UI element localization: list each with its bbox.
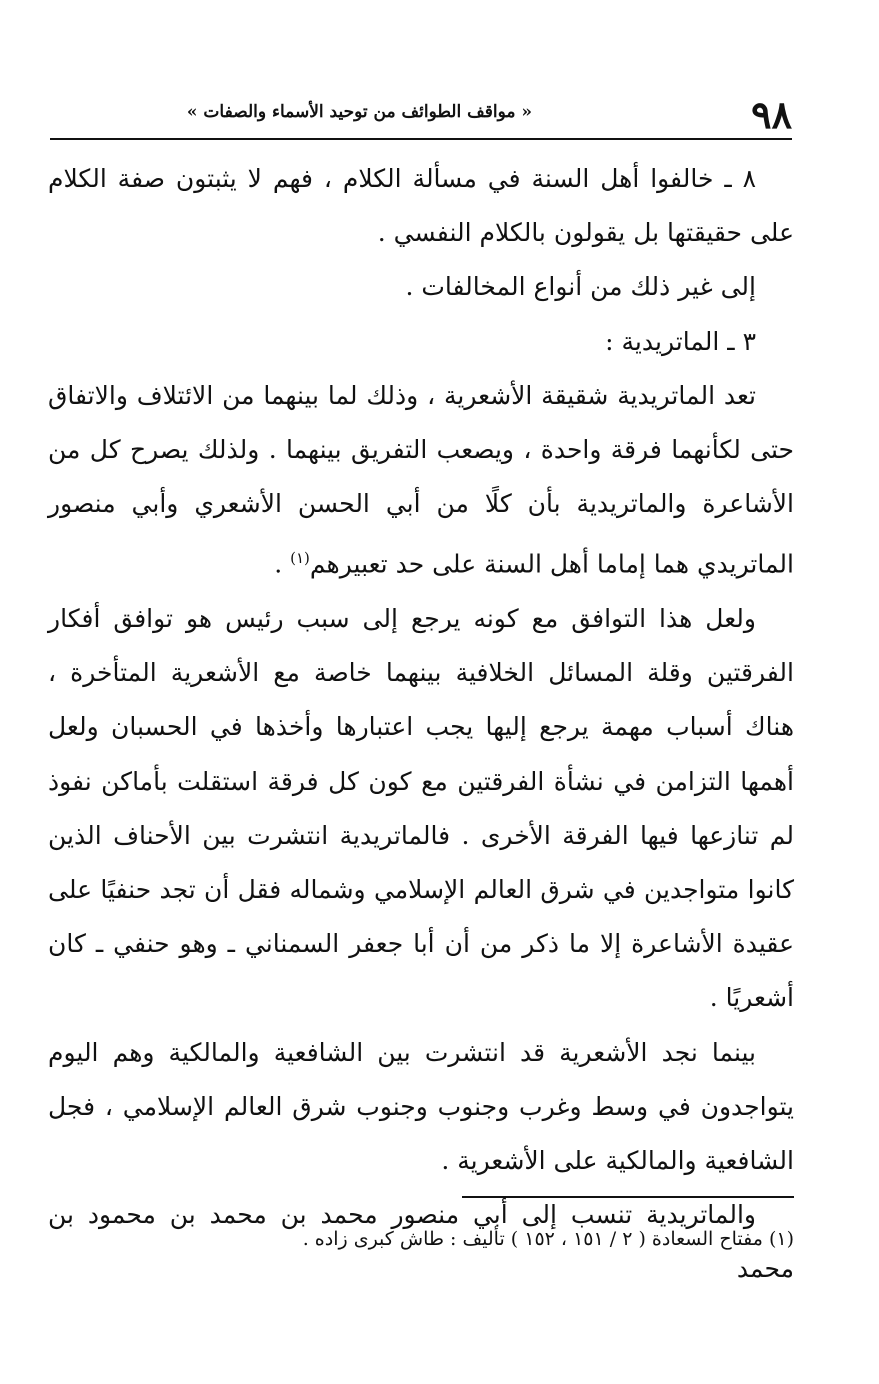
paragraph-other-differences: إلى غير ذلك من أنواع المخالفات . — [405, 272, 756, 302]
footnote-reference[interactable]: (١) — [290, 549, 310, 568]
footnote: (١) مفتاح السعادة ( ٢ / ١٥١ ، ١٥٢ ) تأليف : طاش كبرى زاده . — [302, 1228, 794, 1250]
paragraph-ashariyya-spread: بينما نجد الأشعرية قد انتشرت بين الشافعية والمالكية وهم اليوم يتواجدون في وسط وغرب وجنوب وجنوب شرق العالم الإسلامي ، فجل الشافعية والمالكية على الأشعرية . — [48, 1037, 794, 1175]
running-title: « مواقف الطوائف من توحيد الأسماء والصفات » — [186, 102, 532, 122]
paragraph-maturidiyya-lineage: والماتريدية تنسب إلى أبي منصور محمد بن محمد بن محمود بن محمد — [48, 1200, 794, 1284]
header-rule — [50, 138, 792, 140]
page-header — [50, 86, 792, 146]
paragraph-maturidiyya-intro-text: تعد الماتريدية شقيقة الأشعرية ، وذلك لما بينهما من الائتلاف والاتفاق حتى لكأنهما فرقة واحدة ، ويصعب التفريق بينهما . ولذلك يصرح كل من الأشاعرة والماتريدية بأن كلًا من أبي الحسن الأشعري وأبي منصور الماتريدي هما إماما أهل السنة على حد تعبيرهم — [48, 380, 794, 579]
page-number: ٩٨ — [751, 92, 792, 137]
paragraph-end-mark: . — [274, 549, 291, 579]
footnote-separator — [462, 1196, 794, 1198]
paragraph-maturidiyya-intro — [48, 369, 794, 592]
paragraph-agreement-reasons: ولعل هذا التوافق مع كونه يرجع إلى سبب رئيس هو توافق أفكار الفرقتين وقلة المسائل الخلافية بينهما خاصة مع الأشعرية المتأخرة ، هناك أسباب مهمة يرجع إليها يجب اعتبارها وأخذها في الحسبان ولعل أهمها التزامن في نشأة الفرقتين مع كون كل فرقة استقلت بأماكن نفوذ لم تنازعها فيها الفرقة الأخرى . فالماتريدية انتشرت بين الأحناف الذين كانوا متواجدين في شرق العالم الإسلامي وشماله فقل أن تجد حنفيًا على عقيدة الأشاعرة إلا ما ذكر من أن أبا جعفر السمناني ـ وهو حنفي ـ كان أشعريًا . — [48, 603, 794, 1013]
section-heading-maturidiyya: ٣ ـ الماتريدية : — [605, 326, 756, 356]
paragraph-point-8: ٨ ـ خالفوا أهل السنة في مسألة الكلام ، فهم لا يثبتون صفة الكلام على حقيقتها بل يقولون بالكلام النفسي . — [48, 164, 794, 248]
main-text — [48, 152, 794, 1297]
